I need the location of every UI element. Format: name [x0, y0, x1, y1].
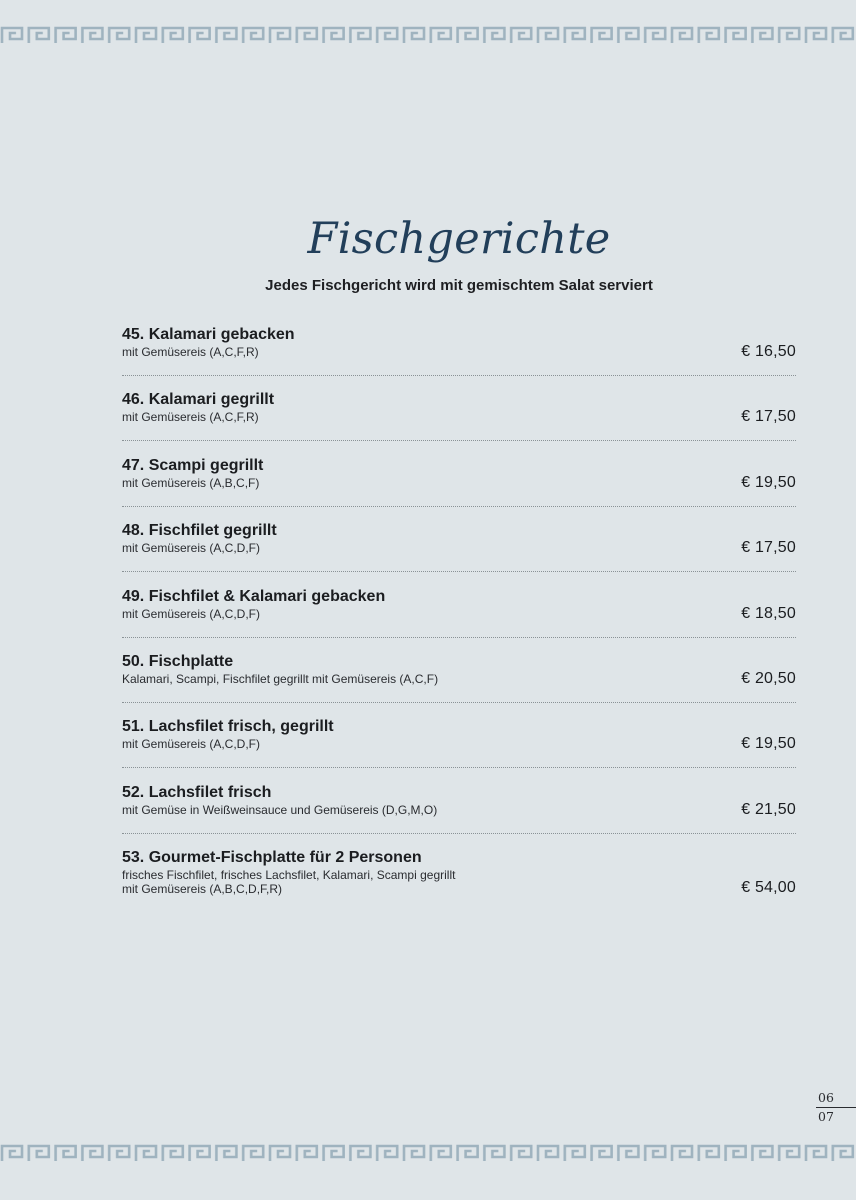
menu-item: [122, 784, 796, 849]
menu-item: [122, 849, 796, 914]
dish-price: € 17,50: [741, 408, 796, 426]
page-subtitle: Jedes Fischgericht wird mit gemischtem Salat serviert: [265, 277, 653, 294]
dish-name: 49. Fischfilet & Kalamari gebacken: [122, 587, 386, 605]
menu-item: [122, 326, 796, 391]
page-number-current: 06: [818, 1090, 834, 1105]
dish-description: frisches Fischfilet, frisches Lachsfilet, Kalamari, Scampi gegrillt mit Gemüsereis (A,B,C,D,F,R): [122, 868, 456, 897]
page-number-next: 07: [818, 1109, 834, 1124]
dotted-separator: [122, 506, 796, 507]
page-number-divider: [816, 1107, 856, 1108]
menu-item: [122, 391, 796, 456]
dish-description: mit Gemüsereis (A,B,C,F): [122, 475, 260, 490]
greek-key-meander-icon: [0, 1142, 856, 1164]
bottom-meander-border: [0, 1142, 856, 1164]
dish-description: mit Gemüsereis (A,C,D,F): [122, 737, 261, 752]
dotted-separator: [122, 571, 796, 572]
dish-price: € 16,50: [741, 343, 796, 360]
page-title: Fischgerichte: [307, 214, 611, 264]
top-meander-border: [0, 24, 856, 46]
dish-description: mit Gemüsereis (A,C,D,F): [122, 606, 261, 621]
dish-name: 51. Lachsfilet frisch, gegrillt: [122, 718, 334, 736]
dish-name: 47. Scampi gegrillt: [122, 456, 264, 474]
dish-description: mit Gemüsereis (A,C,F,R): [122, 345, 259, 359]
dish-description: mit Gemüsereis (A,C,F,R): [122, 410, 259, 425]
dotted-separator: [122, 375, 796, 376]
menu-item: [122, 522, 796, 587]
dotted-separator: [122, 833, 796, 834]
dish-price: € 19,50: [741, 473, 796, 491]
dish-price: € 18,50: [741, 604, 796, 622]
dish-price: € 21,50: [741, 800, 796, 818]
dish-name: 48. Fischfilet gegrillt: [122, 522, 277, 540]
dish-price: € 54,00: [741, 879, 796, 897]
dotted-separator: [122, 702, 796, 703]
dish-name: 45. Kalamari gebacken: [122, 326, 295, 343]
dish-name: 53. Gourmet-Fischplatte für 2 Personen: [122, 849, 422, 867]
menu-item: [122, 457, 796, 522]
menu-list: [122, 326, 796, 915]
menu-item: [122, 718, 796, 783]
greek-key-meander-icon: [0, 24, 856, 46]
dish-name: 52. Lachsfilet frisch: [122, 783, 272, 801]
dish-name: 50. Fischplatte: [122, 652, 234, 670]
dish-name: 46. Kalamari gegrillt: [122, 391, 275, 409]
dish-price: € 19,50: [741, 735, 796, 753]
dish-price: € 20,50: [741, 669, 796, 687]
dotted-separator: [122, 637, 796, 638]
dotted-separator: [122, 440, 796, 441]
dish-price: € 17,50: [741, 539, 796, 557]
menu-item: [122, 653, 796, 718]
dotted-separator: [122, 767, 796, 768]
menu-item: [122, 588, 796, 653]
dish-description: mit Gemüsereis (A,C,D,F): [122, 541, 261, 556]
dish-description: Kalamari, Scampi, Fischfilet gegrillt mit Gemüsereis (A,C,F): [122, 671, 439, 686]
dish-description: mit Gemüse in Weißweinsauce und Gemüsereis (D,G,M,O): [122, 802, 438, 817]
